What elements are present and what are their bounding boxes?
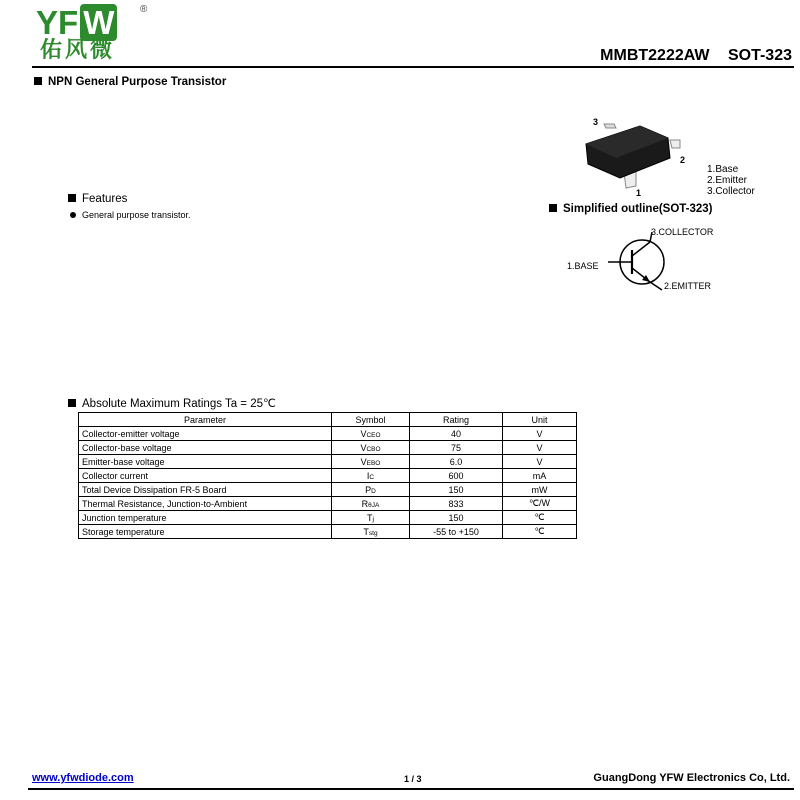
pin-2-lead — [670, 140, 680, 148]
pin-legend-emitter: 2.Emitter — [707, 175, 748, 186]
cell-unit: ℃ — [503, 525, 577, 539]
footer-website-link[interactable]: www.yfwdiode.com — [32, 772, 134, 784]
outline-title: Simplified outline(SOT-323) — [563, 203, 713, 215]
symbol-main: P — [365, 484, 372, 495]
cell-symbol — [332, 525, 410, 539]
table-row — [79, 525, 577, 539]
part-title — [600, 47, 792, 65]
symbol-subscript: CEO — [366, 431, 381, 439]
company-name: GuangDong YFW Electronics Co, Ltd. — [593, 772, 790, 784]
square-bullet-icon — [34, 77, 42, 85]
round-bullet-icon — [70, 212, 76, 218]
ratings-heading — [68, 396, 276, 410]
symbol-subscript: C — [369, 473, 375, 481]
symbol-main: T — [367, 512, 373, 523]
ratings-table — [78, 412, 577, 539]
cell-rating: 40 — [410, 427, 503, 441]
symbol-main: V — [360, 456, 367, 467]
base-label: 1.BASE — [567, 261, 599, 271]
symbol-subscript: θJA — [368, 501, 380, 509]
collector-leg — [632, 242, 650, 256]
pin-1-label: 1 — [636, 188, 642, 198]
table-header-row — [79, 413, 577, 427]
page-number: 1 / 3 — [404, 774, 422, 784]
cell-unit: V — [503, 441, 577, 455]
header-rating: Rating — [410, 413, 503, 427]
pin-legend-base: 1.Base — [707, 164, 739, 175]
cell-parameter: Collector current — [79, 469, 332, 483]
cell-unit: ℃/W — [503, 497, 577, 511]
description-title: NPN General Purpose Transistor — [48, 76, 227, 88]
emitter-lead — [650, 282, 662, 290]
symbol-main: R — [361, 498, 369, 509]
cell-parameter: Emitter-base voltage — [79, 455, 332, 469]
table-row — [79, 483, 577, 497]
logo-letter-y: Y — [36, 4, 59, 41]
cell-symbol — [332, 483, 410, 497]
symbol-subscript: EBO — [366, 459, 381, 467]
logo-chinese-name: 佑风微 — [40, 38, 116, 63]
cell-parameter: Thermal Resistance, Junction-to-Ambient — [79, 497, 332, 511]
table-row — [79, 497, 577, 511]
company-logo — [36, 4, 117, 42]
symbol-subscript: j — [372, 515, 374, 523]
cell-symbol — [332, 497, 410, 511]
part-number: MMBT2222AW — [600, 47, 710, 64]
square-bullet-icon — [68, 194, 76, 202]
logo-letter-f: F — [58, 4, 79, 41]
pin-3-lead — [604, 124, 616, 128]
feature-item-text: General purpose transistor. — [82, 210, 191, 220]
symbol-main: T — [363, 526, 369, 537]
square-bullet-icon — [549, 204, 557, 212]
collector-label: 3.COLLECTOR — [651, 227, 714, 237]
cell-parameter: Total Device Dissipation FR-5 Board — [79, 483, 332, 497]
table-row — [79, 455, 577, 469]
cell-rating: 75 — [410, 441, 503, 455]
cell-rating: 6.0 — [410, 455, 503, 469]
cell-rating: 600 — [410, 469, 503, 483]
symbol-subscript: stg — [368, 529, 378, 537]
registered-mark: ® — [140, 4, 148, 15]
header-unit: Unit — [503, 413, 577, 427]
cell-unit: mA — [503, 469, 577, 483]
cell-symbol — [332, 511, 410, 525]
features-heading — [68, 193, 127, 205]
package-name: SOT-323 — [727, 47, 792, 64]
cell-symbol — [332, 441, 410, 455]
cell-parameter: Collector-base voltage — [79, 441, 332, 455]
pin-2-label: 2 — [680, 155, 686, 165]
cell-parameter: Junction temperature — [79, 511, 332, 525]
features-title: Features — [82, 193, 128, 205]
pin-legend — [707, 164, 755, 197]
outline-heading — [549, 203, 713, 215]
logo-letter-w: W — [80, 4, 117, 41]
symbol-main: V — [360, 442, 367, 453]
header-divider — [32, 66, 794, 68]
symbol-main: I — [366, 470, 370, 481]
footer-divider — [28, 788, 794, 790]
cell-rating: 150 — [410, 483, 503, 497]
cell-parameter: Collector-emitter voltage — [79, 427, 332, 441]
table-row — [79, 441, 577, 455]
table-row — [79, 469, 577, 483]
cell-rating: -55 to +150 — [410, 525, 503, 539]
table-row — [79, 427, 577, 441]
cell-unit: V — [503, 455, 577, 469]
description-heading — [34, 76, 226, 88]
table-row — [79, 511, 577, 525]
emitter-label: 2.EMITTER — [664, 281, 712, 291]
pin-3-label: 3 — [593, 117, 599, 127]
cell-rating: 150 — [410, 511, 503, 525]
header-parameter: Parameter — [79, 413, 332, 427]
cell-unit: ℃ — [503, 511, 577, 525]
symbol-subscript: CBO — [366, 445, 381, 453]
cell-symbol — [332, 455, 410, 469]
cell-symbol — [332, 469, 410, 483]
header-symbol: Symbol — [332, 413, 410, 427]
cell-unit: mW — [503, 483, 577, 497]
symbol-subscript: D — [371, 487, 376, 495]
cell-unit: V — [503, 427, 577, 441]
symbol-main: V — [360, 428, 367, 439]
feature-item — [70, 210, 191, 220]
cell-rating: 833 — [410, 497, 503, 511]
square-bullet-icon — [68, 399, 76, 407]
cell-parameter: Storage temperature — [79, 525, 332, 539]
cell-symbol — [332, 427, 410, 441]
ratings-title: Absolute Maximum Ratings Ta = 25℃ — [82, 398, 276, 410]
pin-legend-collector: 3.Collector — [707, 186, 755, 197]
